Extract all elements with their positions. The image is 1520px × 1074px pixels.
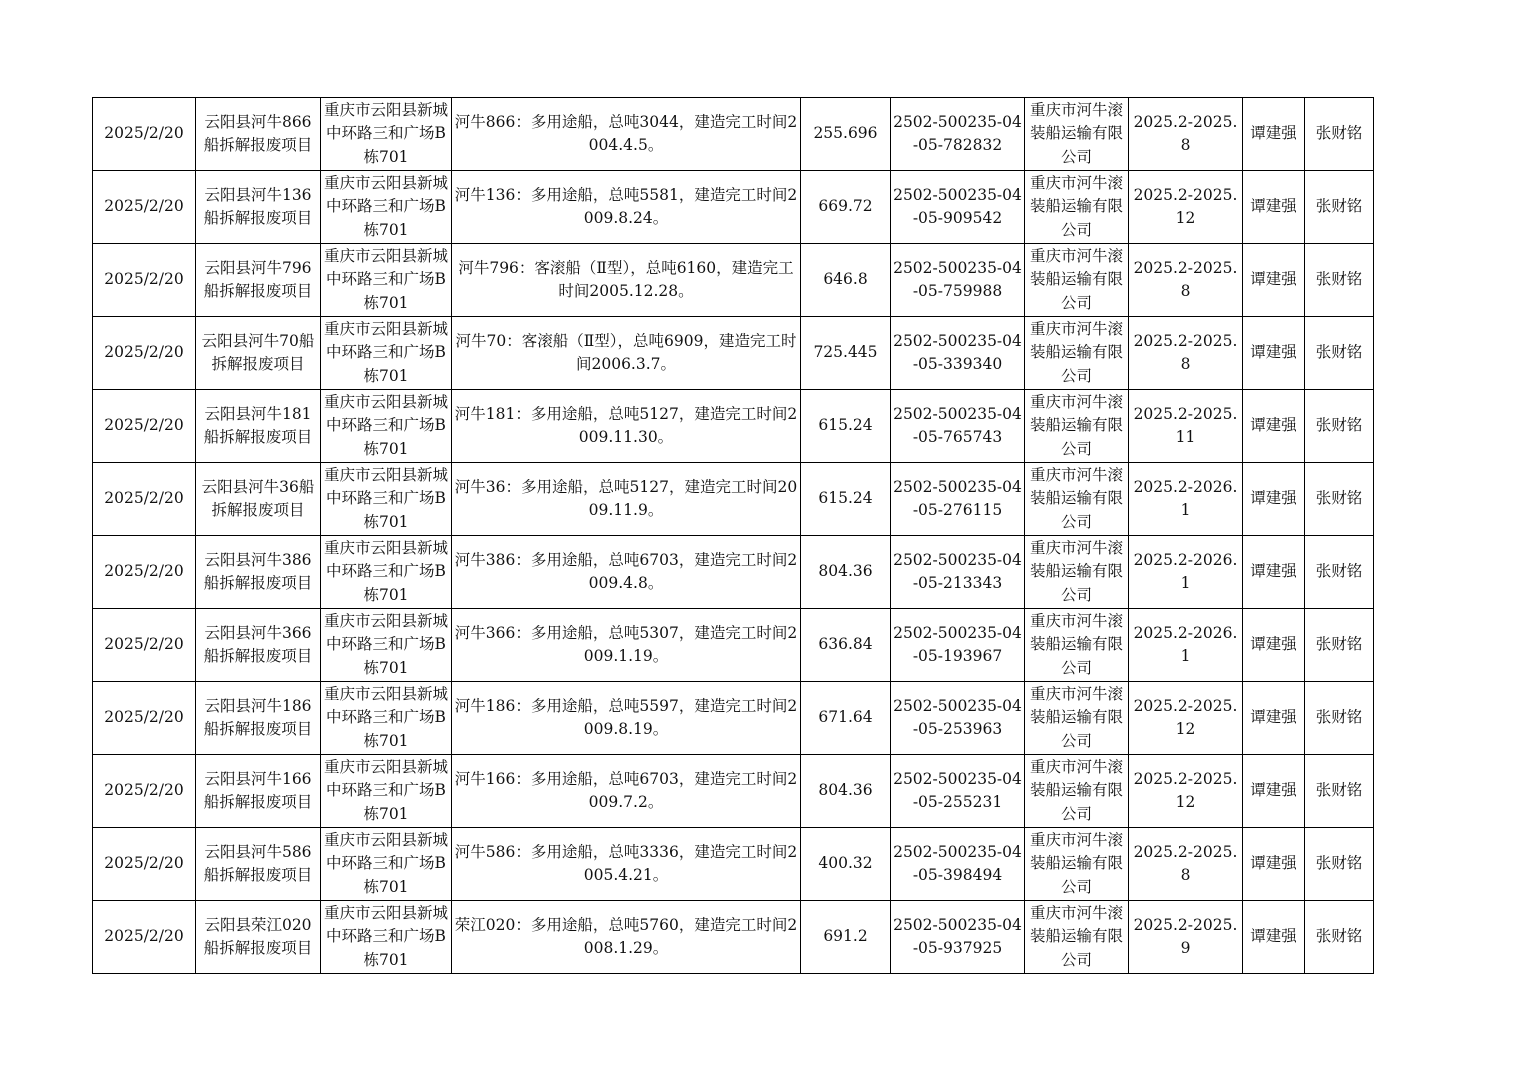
project-name-cell: 云阳县河牛796船拆解报废项目 — [196, 244, 321, 317]
company-cell: 重庆市河牛滚装船运输有限公司 — [1025, 317, 1129, 390]
period-cell: 2025.2-2025.12 — [1129, 171, 1243, 244]
company-cell: 重庆市河牛滚装船运输有限公司 — [1025, 536, 1129, 609]
contact-person-cell: 张财铭 — [1305, 98, 1374, 171]
project-code-cell: 2502-500235-04-05-213343 — [891, 536, 1025, 609]
table-row — [93, 171, 1374, 244]
description-cell: 河牛866：多用途船，总吨3044，建造完工时间2004.4.5。 — [452, 98, 801, 171]
project-name-cell: 云阳县河牛586船拆解报废项目 — [196, 828, 321, 901]
project-table — [92, 97, 1374, 974]
table-row — [93, 244, 1374, 317]
amount-cell: 615.24 — [801, 463, 891, 536]
project-name-cell: 云阳县河牛386船拆解报废项目 — [196, 536, 321, 609]
address-cell: 重庆市云阳县新城中环路三和广场B栋701 — [321, 901, 452, 974]
contact-person-cell: 谭建强 — [1243, 755, 1305, 828]
contact-person-cell: 谭建强 — [1243, 390, 1305, 463]
description-cell: 河牛181：多用途船，总吨5127，建造完工时间2009.11.30。 — [452, 390, 801, 463]
contact-person-cell: 谭建强 — [1243, 828, 1305, 901]
project-name-cell: 云阳县河牛166船拆解报废项目 — [196, 755, 321, 828]
contact-person-cell: 张财铭 — [1305, 755, 1374, 828]
date-cell: 2025/2/20 — [93, 901, 196, 974]
company-cell: 重庆市河牛滚装船运输有限公司 — [1025, 682, 1129, 755]
description-cell: 河牛70：客滚船（Ⅱ型），总吨6909，建造完工时间2006.3.7。 — [452, 317, 801, 390]
contact-person-cell: 张财铭 — [1305, 609, 1374, 682]
amount-cell: 691.2 — [801, 901, 891, 974]
project-code-cell: 2502-500235-04-05-255231 — [891, 755, 1025, 828]
description-cell: 河牛386：多用途船，总吨6703，建造完工时间2009.4.8。 — [452, 536, 801, 609]
date-cell: 2025/2/20 — [93, 463, 196, 536]
contact-person-cell: 谭建强 — [1243, 536, 1305, 609]
date-cell: 2025/2/20 — [93, 682, 196, 755]
table-row — [93, 463, 1374, 536]
period-cell: 2025.2-2025.8 — [1129, 828, 1243, 901]
amount-cell: 255.696 — [801, 98, 891, 171]
address-cell: 重庆市云阳县新城中环路三和广场B栋701 — [321, 682, 452, 755]
contact-person-cell: 张财铭 — [1305, 390, 1374, 463]
date-cell: 2025/2/20 — [93, 536, 196, 609]
date-cell: 2025/2/20 — [93, 317, 196, 390]
table-row — [93, 536, 1374, 609]
date-cell: 2025/2/20 — [93, 609, 196, 682]
description-cell: 河牛136：多用途船，总吨5581，建造完工时间2009.8.24。 — [452, 171, 801, 244]
table-row — [93, 317, 1374, 390]
project-name-cell: 云阳县荣江020船拆解报废项目 — [196, 901, 321, 974]
project-name-cell: 云阳县河牛366船拆解报废项目 — [196, 609, 321, 682]
contact-person-cell: 张财铭 — [1305, 244, 1374, 317]
contact-person-cell: 谭建强 — [1243, 609, 1305, 682]
address-cell: 重庆市云阳县新城中环路三和广场B栋701 — [321, 390, 452, 463]
project-code-cell: 2502-500235-04-05-937925 — [891, 901, 1025, 974]
project-code-cell: 2502-500235-04-05-909542 — [891, 171, 1025, 244]
project-name-cell: 云阳县河牛866船拆解报废项目 — [196, 98, 321, 171]
company-cell: 重庆市河牛滚装船运输有限公司 — [1025, 901, 1129, 974]
amount-cell: 804.36 — [801, 536, 891, 609]
table-row — [93, 755, 1374, 828]
project-name-cell: 云阳县河牛36船拆解报废项目 — [196, 463, 321, 536]
contact-person-cell: 张财铭 — [1305, 463, 1374, 536]
project-code-cell: 2502-500235-04-05-276115 — [891, 463, 1025, 536]
address-cell: 重庆市云阳县新城中环路三和广场B栋701 — [321, 828, 452, 901]
company-cell: 重庆市河牛滚装船运输有限公司 — [1025, 463, 1129, 536]
description-cell: 河牛796：客滚船（Ⅱ型），总吨6160，建造完工时间2005.12.28。 — [452, 244, 801, 317]
contact-person-cell: 谭建强 — [1243, 244, 1305, 317]
amount-cell: 725.445 — [801, 317, 891, 390]
address-cell: 重庆市云阳县新城中环路三和广场B栋701 — [321, 98, 452, 171]
period-cell: 2025.2-2025.9 — [1129, 901, 1243, 974]
contact-person-cell: 张财铭 — [1305, 901, 1374, 974]
address-cell: 重庆市云阳县新城中环路三和广场B栋701 — [321, 755, 452, 828]
description-cell: 河牛36：多用途船，总吨5127，建造完工时间2009.11.9。 — [452, 463, 801, 536]
project-code-cell: 2502-500235-04-05-339340 — [891, 317, 1025, 390]
company-cell: 重庆市河牛滚装船运输有限公司 — [1025, 171, 1129, 244]
period-cell: 2025.2-2026.1 — [1129, 609, 1243, 682]
date-cell: 2025/2/20 — [93, 755, 196, 828]
description-cell: 河牛366：多用途船，总吨5307，建造完工时间2009.1.19。 — [452, 609, 801, 682]
contact-person-cell: 张财铭 — [1305, 317, 1374, 390]
date-cell: 2025/2/20 — [93, 244, 196, 317]
project-code-cell: 2502-500235-04-05-782832 — [891, 98, 1025, 171]
date-cell: 2025/2/20 — [93, 390, 196, 463]
project-code-cell: 2502-500235-04-05-765743 — [891, 390, 1025, 463]
period-cell: 2025.2-2026.1 — [1129, 536, 1243, 609]
period-cell: 2025.2-2025.12 — [1129, 755, 1243, 828]
period-cell: 2025.2-2025.8 — [1129, 317, 1243, 390]
project-code-cell: 2502-500235-04-05-193967 — [891, 609, 1025, 682]
project-code-cell: 2502-500235-04-05-759988 — [891, 244, 1025, 317]
amount-cell: 646.8 — [801, 244, 891, 317]
project-name-cell: 云阳县河牛186船拆解报废项目 — [196, 682, 321, 755]
table-row — [93, 98, 1374, 171]
date-cell: 2025/2/20 — [93, 828, 196, 901]
period-cell: 2025.2-2025.8 — [1129, 98, 1243, 171]
address-cell: 重庆市云阳县新城中环路三和广场B栋701 — [321, 536, 452, 609]
description-cell: 河牛586：多用途船，总吨3336，建造完工时间2005.4.21。 — [452, 828, 801, 901]
description-cell: 荣江020：多用途船，总吨5760，建造完工时间2008.1.29。 — [452, 901, 801, 974]
amount-cell: 636.84 — [801, 609, 891, 682]
address-cell: 重庆市云阳县新城中环路三和广场B栋701 — [321, 463, 452, 536]
amount-cell: 669.72 — [801, 171, 891, 244]
company-cell: 重庆市河牛滚装船运输有限公司 — [1025, 609, 1129, 682]
period-cell: 2025.2-2025.8 — [1129, 244, 1243, 317]
address-cell: 重庆市云阳县新城中环路三和广场B栋701 — [321, 171, 452, 244]
date-cell: 2025/2/20 — [93, 98, 196, 171]
project-code-cell: 2502-500235-04-05-398494 — [891, 828, 1025, 901]
period-cell: 2025.2-2025.11 — [1129, 390, 1243, 463]
company-cell: 重庆市河牛滚装船运输有限公司 — [1025, 244, 1129, 317]
contact-person-cell: 谭建强 — [1243, 98, 1305, 171]
contact-person-cell: 张财铭 — [1305, 682, 1374, 755]
amount-cell: 615.24 — [801, 390, 891, 463]
table-body — [93, 98, 1374, 974]
company-cell: 重庆市河牛滚装船运输有限公司 — [1025, 98, 1129, 171]
amount-cell: 671.64 — [801, 682, 891, 755]
contact-person-cell: 谭建强 — [1243, 171, 1305, 244]
address-cell: 重庆市云阳县新城中环路三和广场B栋701 — [321, 609, 452, 682]
table-row — [93, 682, 1374, 755]
company-cell: 重庆市河牛滚装船运输有限公司 — [1025, 828, 1129, 901]
date-cell: 2025/2/20 — [93, 171, 196, 244]
company-cell: 重庆市河牛滚装船运输有限公司 — [1025, 390, 1129, 463]
period-cell: 2025.2-2025.12 — [1129, 682, 1243, 755]
description-cell: 河牛186：多用途船，总吨5597，建造完工时间2009.8.19。 — [452, 682, 801, 755]
address-cell: 重庆市云阳县新城中环路三和广场B栋701 — [321, 317, 452, 390]
project-name-cell: 云阳县河牛136船拆解报废项目 — [196, 171, 321, 244]
table-row — [93, 828, 1374, 901]
contact-person-cell: 谭建强 — [1243, 682, 1305, 755]
contact-person-cell: 谭建强 — [1243, 463, 1305, 536]
contact-person-cell: 谭建强 — [1243, 901, 1305, 974]
project-name-cell: 云阳县河牛181船拆解报废项目 — [196, 390, 321, 463]
amount-cell: 400.32 — [801, 828, 891, 901]
table-row — [93, 390, 1374, 463]
description-cell: 河牛166：多用途船，总吨6703，建造完工时间2009.7.2。 — [452, 755, 801, 828]
table-row — [93, 901, 1374, 974]
contact-person-cell: 张财铭 — [1305, 536, 1374, 609]
amount-cell: 804.36 — [801, 755, 891, 828]
address-cell: 重庆市云阳县新城中环路三和广场B栋701 — [321, 244, 452, 317]
contact-person-cell: 谭建强 — [1243, 317, 1305, 390]
period-cell: 2025.2-2026.1 — [1129, 463, 1243, 536]
contact-person-cell: 张财铭 — [1305, 828, 1374, 901]
contact-person-cell: 张财铭 — [1305, 171, 1374, 244]
project-code-cell: 2502-500235-04-05-253963 — [891, 682, 1025, 755]
document-sheet — [92, 97, 1373, 974]
table-row — [93, 609, 1374, 682]
company-cell: 重庆市河牛滚装船运输有限公司 — [1025, 755, 1129, 828]
project-name-cell: 云阳县河牛70船拆解报废项目 — [196, 317, 321, 390]
